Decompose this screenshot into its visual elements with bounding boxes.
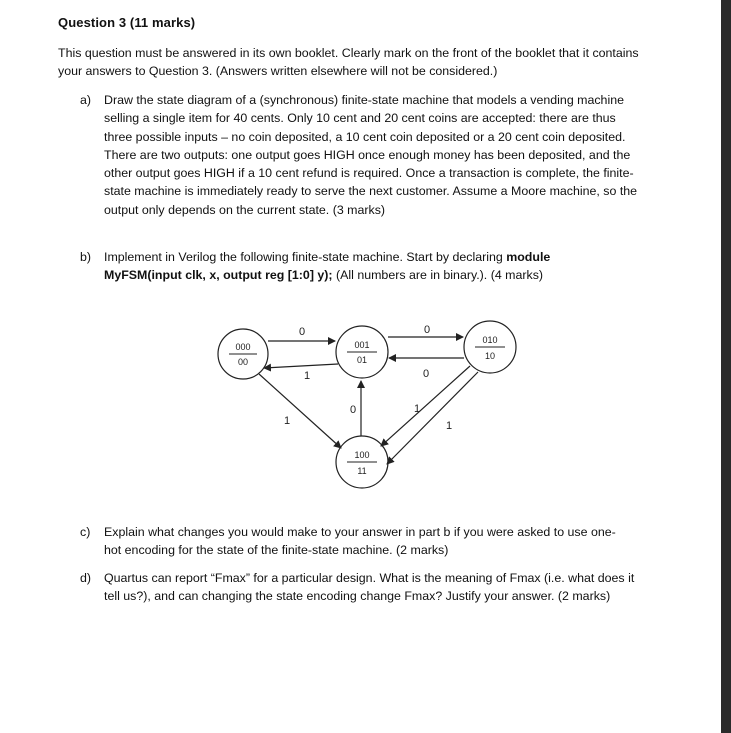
state-node-010 (464, 321, 516, 373)
transition-label: 0 (423, 324, 431, 336)
part-b-text-before: Implement in Verilog the following finite-state machine. Start by declaring (104, 250, 507, 264)
transition-label: 1 (283, 415, 291, 427)
state-node-001 (336, 326, 388, 378)
transition-label: 1 (303, 370, 311, 382)
transition-000-to-100 (259, 374, 341, 448)
transition-001-to-000 (264, 364, 338, 368)
state-code: 000 (235, 342, 251, 352)
part-a-text: Draw the state diagram of a (synchronous) finite-state machine that models a vending machine selling a single item for 40 cents. Only 10 cent and 20 cent coins are accepted: there are thus three possible inputs – no coin deposited, a 10 cent coin deposited or a 20 cent coin deposited. There are two outputs: one output goes HIGH once enough money has been deposited, and the other output goes HIGH if a 10 cent refund is required. Once a transaction is complete, the finite-state machine is immediately ready to serve the next customer. Assume a Moore machine, so the output only depends on the current state. (3 marks) (104, 93, 638, 217)
part-c-label: c) (80, 525, 91, 539)
part-b-module-declaration: module MyFSM(input clk, x, output reg [1:0] y); (104, 250, 551, 283)
state-code: 001 (354, 340, 370, 350)
part-d (80, 569, 640, 606)
part-a-label: a) (80, 93, 92, 107)
transition-label: 0 (349, 404, 357, 416)
state-output: 01 (356, 355, 368, 365)
part-d-text: Quartus can report “Fmax” for a particular design. What is the meaning of Fmax (i.e. what does it tell us?), and can changing the state encoding change Fmax? Justify your answer. (2 marks) (104, 571, 635, 604)
part-b-label: b) (80, 250, 92, 264)
state-node-000 (218, 329, 268, 379)
question-intro: This question must be answered in its own booklet. Clearly mark on the front of the booklet that it contains your answers to Question 3. (Answers written elsewhere will not be considered.) (58, 46, 639, 78)
transition-label: 0 (422, 368, 430, 380)
state-output: 11 (357, 466, 367, 476)
state-output: 10 (484, 351, 496, 361)
part-c-text: Explain what changes you would make to your answer in part b if you were asked to use one-hot encoding for the state of the finite-state machine. (2 marks) (104, 525, 616, 558)
part-c (80, 523, 620, 560)
state-code: 010 (482, 335, 498, 345)
part-d-label: d) (80, 571, 92, 585)
question-title: Question 3 (11 marks) (58, 15, 196, 30)
transition-label: 1 (445, 420, 453, 432)
state-node-100 (336, 436, 388, 488)
part-b-text-after: (All numbers are in binary.). (4 marks) (332, 268, 544, 283)
transition-010-to-100 (387, 372, 478, 464)
transition-label: 0 (298, 326, 306, 338)
state-output: 00 (237, 357, 249, 367)
state-code: 100 (354, 450, 370, 460)
transition-label: 1 (413, 403, 421, 415)
window-edge-bar (721, 0, 731, 733)
